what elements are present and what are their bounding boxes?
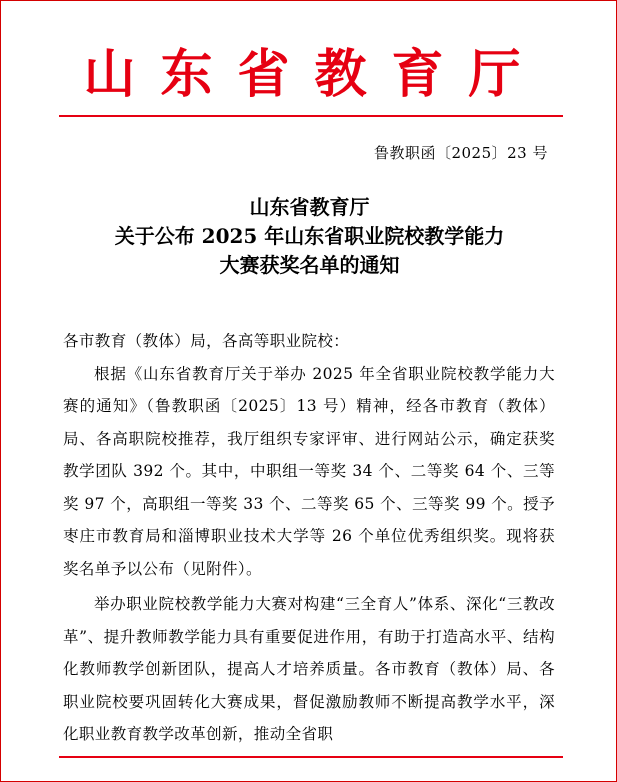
document-number: 鲁教职函〔2025〕23 号	[373, 144, 548, 162]
body-paragraph-2: 举办职业院校教学能力大赛对构建“三全育人”体系、深化“三教改革”、提升教师教学能力具有重要促进作用，有助于打造高水平、结构化教师教学创新团队，提高人才培养质量。各市教育（教体）局、各职业院校要巩固转化大赛成果，督促激励教师不断提高教学水平，深化职业教育教学改革创新，推动全省职	[63, 595, 555, 743]
body-paragraph-1: 根据《山东省教育厅关于举办 2025 年全省职业院校教学能力大赛的通知》（鲁教职函〔2025〕13 号）精神，经各市教育（教体）局、各高职院校推荐，我厅组织专家评审、进行网站公示，确定获奖教学团队 392 个。其中，中职组一等奖 34 个、二等奖 64 个、三等奖 97 个，高职组一等奖 33 个、二等奖 65 个、三等奖 99 个。授予枣庄市教育局和淄博职业技术大学等 26 个单位优秀组织奖。现将获奖名单予以公布（见附件）。	[63, 364, 555, 578]
title-line-2: 关于公布 2025 年山东省职业院校教学能力	[114, 224, 505, 248]
title-line-1: 山东省教育厅	[249, 195, 370, 219]
masthead-title: 山东省教育厅	[83, 44, 546, 105]
footer-red-rule	[59, 756, 563, 758]
document-title	[1, 193, 617, 280]
title-line-3: 大赛获奖名单的通知	[219, 253, 400, 277]
masthead-red-rule	[59, 115, 563, 117]
document-body	[63, 325, 555, 751]
salutation: 各市教育（教体）局，各高等职业院校：	[63, 332, 350, 350]
